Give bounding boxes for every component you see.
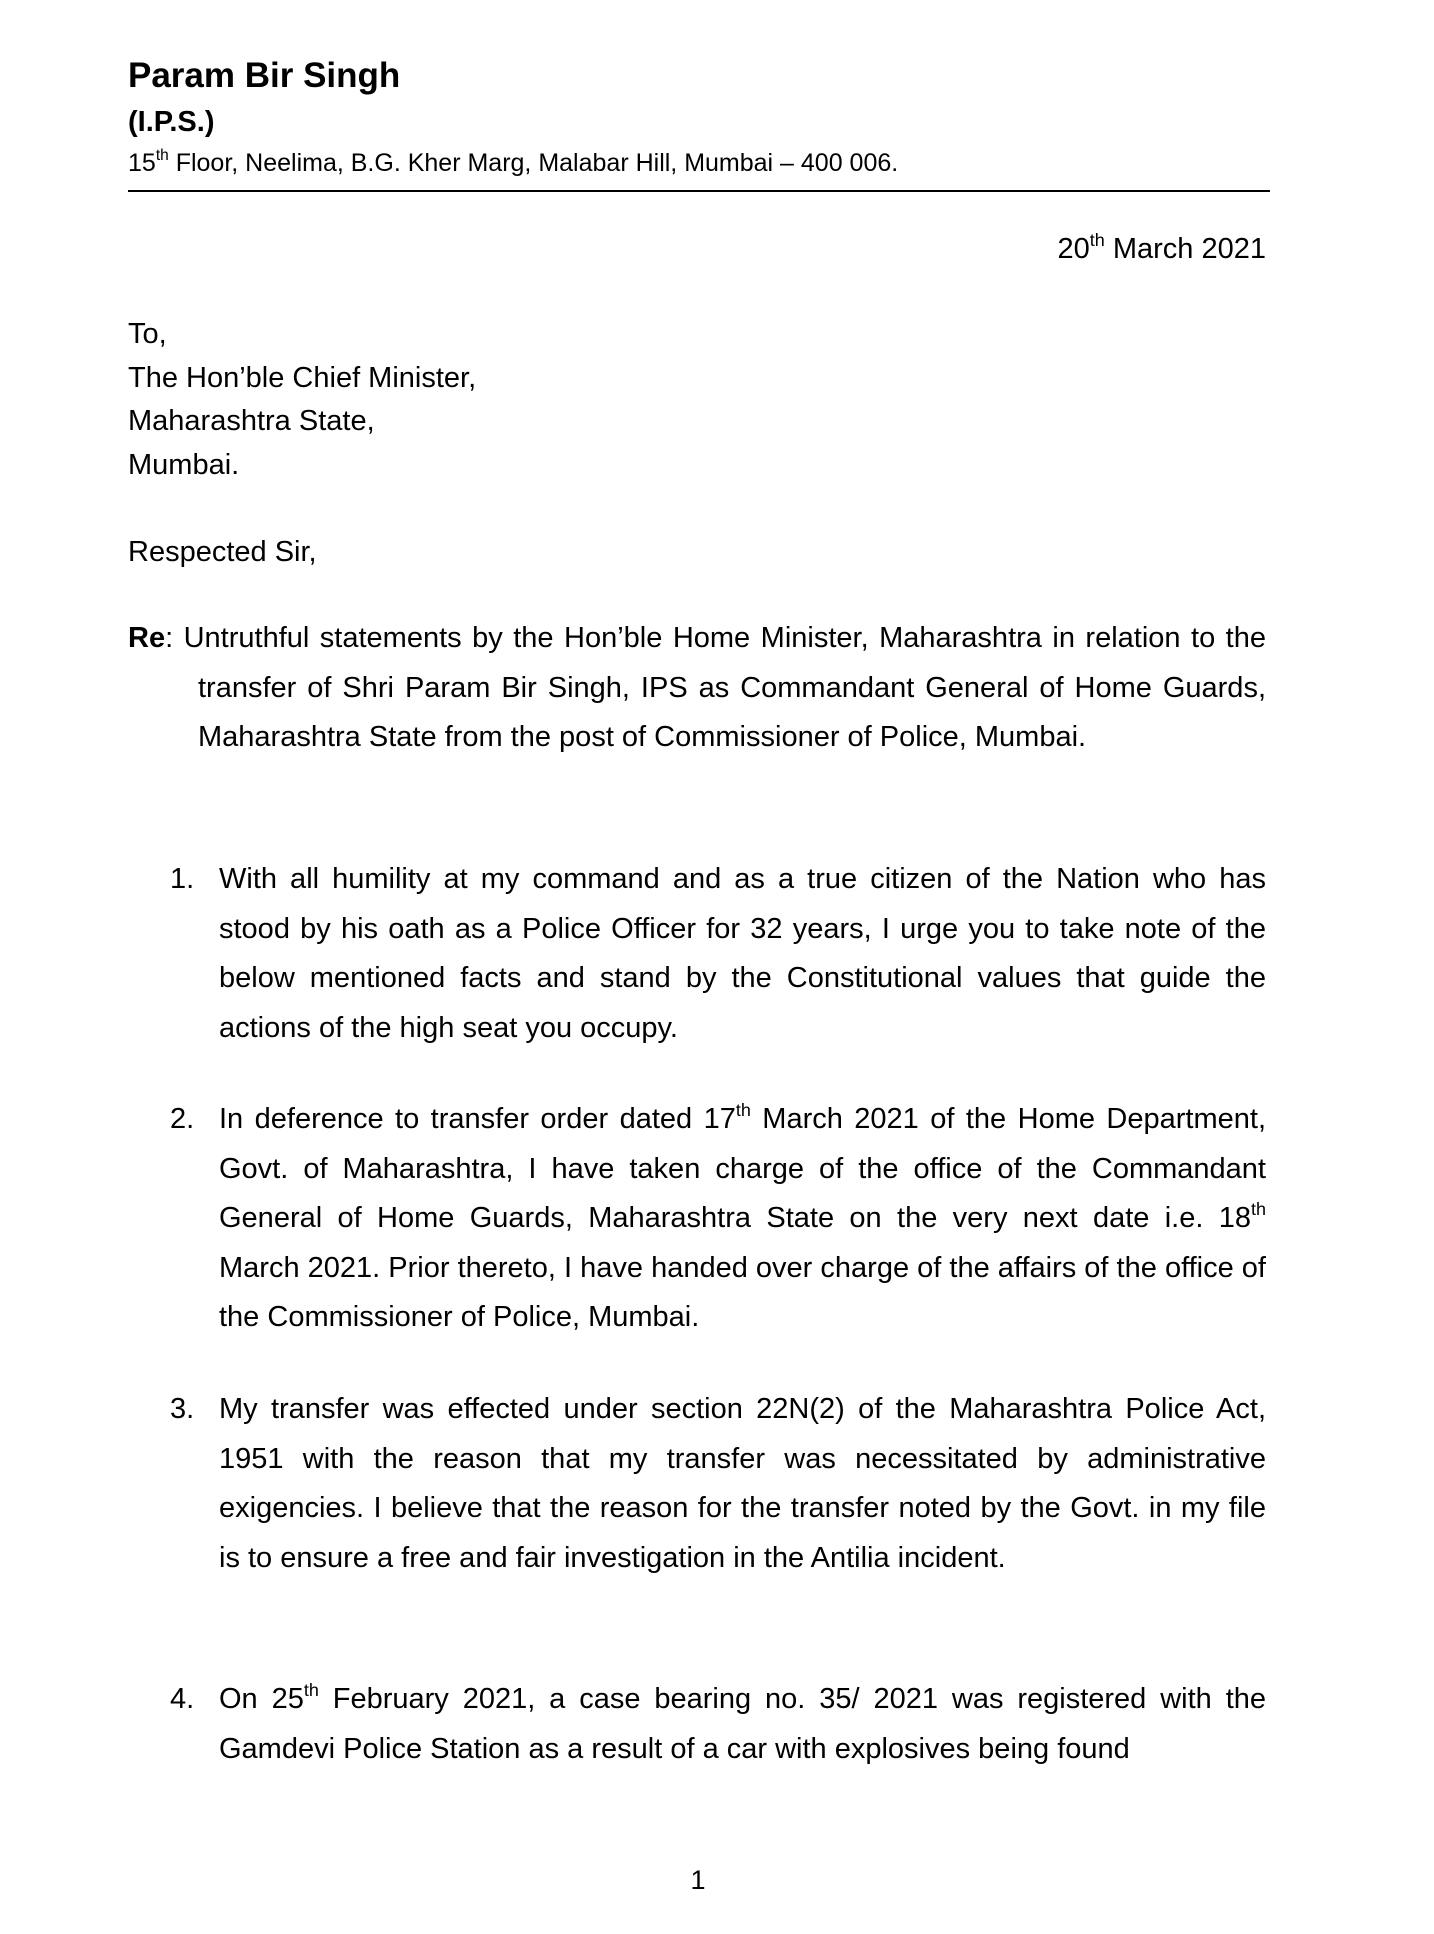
paragraph-3 [170, 1385, 1266, 1583]
paragraph-number: 1. [170, 863, 195, 895]
ordinal-suffix: th [735, 1099, 751, 1120]
subject-text: : Untruthful statements by the Hon’ble Home Minister, Maharashtra in relation to the transfer of Shri Param Bir Singh, IPS as Commandant General of Home Guards, Maharashtra State from the post of Commissioner of Police, Mumbai. [165, 622, 1266, 753]
paragraph-4 [170, 1675, 1266, 1774]
date-day-suffix: th [1089, 229, 1105, 250]
address-floor-number: 15 [128, 149, 156, 177]
paragraph-number: 4. [170, 1683, 195, 1715]
paragraph-number: 2. [170, 1103, 195, 1135]
paragraph-1 [170, 855, 1266, 1053]
sender-name: Param Bir Singh [128, 56, 401, 95]
paragraph-2 [170, 1095, 1266, 1343]
address-rest: Floor, Neelima, B.G. Kher Marg, Malabar Hill, Mumbai – 400 006. [168, 149, 899, 177]
addressee-line: To, [128, 318, 167, 350]
paragraph-text-b: February 2021, a case bearing no. 35/ 2021 was registered with the Gamdevi Police Station as a result of a car with explosives being found [219, 1683, 1267, 1765]
paragraph-number: 3. [170, 1393, 195, 1425]
addressee-line: The Hon’ble Chief Minister, [128, 361, 477, 394]
paragraph-text-a: In deference to transfer order dated 17 [219, 1103, 736, 1135]
paragraph-text: My transfer was effected under section 22N(2) of the Maharashtra Police Act, 1951 with the reason that my transfer was necessitated by administrative exigencies. I believe that the reason for the transfer noted by the Govt. in my file is to ensure a free and fair investigation in the Antilia incident. [219, 1393, 1266, 1574]
paragraph-text-a: On 25 [219, 1683, 304, 1715]
sender-service: (I.P.S.) [128, 106, 215, 138]
page-number: 1 [690, 1865, 706, 1895]
letter-date [1058, 226, 1266, 272]
addressee-block [128, 313, 476, 487]
paragraph-text-b: March 2021 of the Home Department, Govt. of Maharashtra, I have taken charge of the office of the Commandant General of Home Guards, Maharashtra State on the very next date i.e. 18 [219, 1103, 1266, 1234]
sender-address [128, 144, 1270, 192]
subject-label: Re [128, 622, 166, 654]
ordinal-suffix: th [1251, 1198, 1266, 1219]
addressee-line: Maharashtra State, [128, 405, 375, 437]
letterhead [128, 52, 1270, 192]
paragraph-text: With all humility at my command and as a true citizen of the Nation who has stood by his oath as a Police Officer for 32 years, I urge you to take note of the below mentioned facts and stand by the Constitutional values that guide the actions of the high seat you occupy. [219, 863, 1266, 1044]
subject-line [128, 614, 1266, 763]
date-day: 20 [1057, 233, 1090, 265]
address-floor-suffix: th [155, 147, 169, 165]
paragraph-text-c: March 2021. Prior thereto, I have handed over charge of the affairs of the office of the Commissioner of Police, Mumbai. [219, 1251, 1266, 1333]
addressee-line: Mumbai. [128, 448, 240, 481]
ordinal-suffix: th [303, 1679, 319, 1700]
salutation: Respected Sir, [128, 536, 317, 568]
date-rest: March 2021 [1104, 233, 1266, 265]
